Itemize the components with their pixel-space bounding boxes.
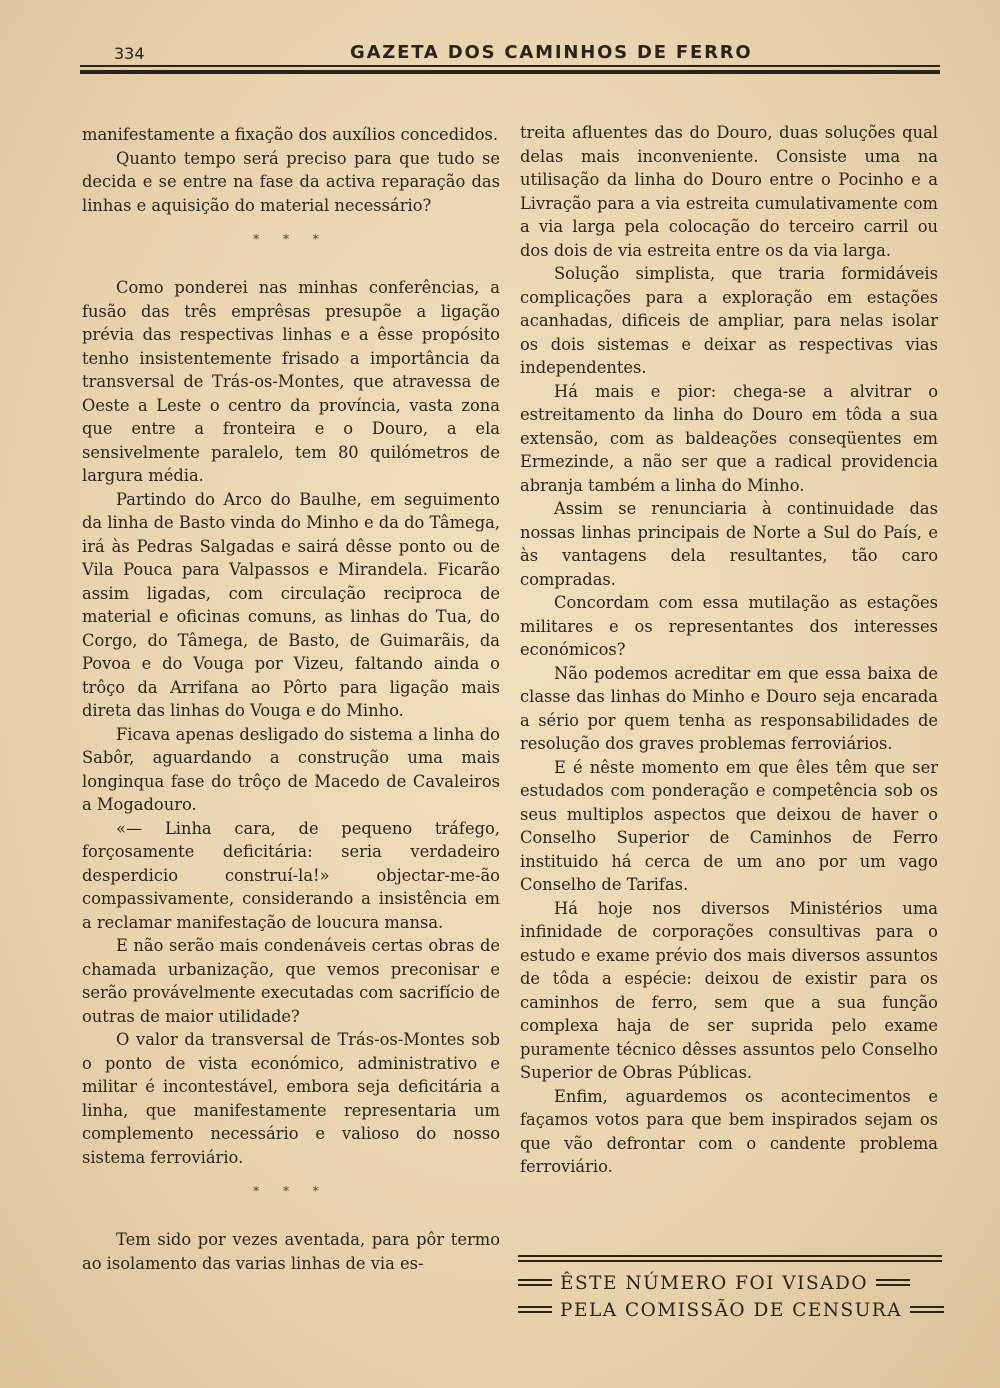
paragraph: Não podemos acreditar em que essa baixa de classe das linhas do Minho e Douro seja encarada a sério por quem tenha as responsabilidades de resolução dos graves problemas ferroviários. xyxy=(520,663,938,753)
paragraph: «— Linha cara, de pequeno tráfego, forçosamente deficitária: seria verdadeiro desperdicio construí-la!» objectar-me-ão compassivamente, considerando a insistência em a reclamar manifestação de loucura mansa. xyxy=(82,818,500,932)
paragraph: O valor da transversal de Trás-os-Montes sob o ponto de vista económico, administrativo e militar é incontestável, embora seja deficitária a linha, que manifestamente representaria um complemento necessário e valioso do nosso sistema ferroviário. xyxy=(82,1030,500,1167)
paragraph: Quanto tempo será preciso para que tudo se decida e se entre na fase da activa reparação das linhas e aquisição do material necessário? xyxy=(82,148,500,215)
paragraph: E não serão mais condenáveis certas obras de chamada urbanização, que vemos preconisar e serão provávelmente executadas com sacrifício de outras de maior utilidade? xyxy=(82,936,500,1026)
notice-line xyxy=(518,1272,942,1298)
paragraph: Tem sido por vezes aventada, para pôr termo ao isolamento das varias linhas de via es- xyxy=(82,1230,500,1273)
notice-rule xyxy=(518,1260,942,1262)
paragraph: Há hoje nos diversos Ministérios uma infinidade de corporações consultivas para o estudo e exame prévio dos mais diversos assuntos de tôda a espécie: deixou de existir para os caminhos de ferro, sem que a sua função complexa haja de ser suprida pelo exame puramente técnico dêsses assuntos pelo Conselho Superior de Obras Públicas. xyxy=(520,898,938,1082)
double-dash-ornament xyxy=(518,1278,552,1288)
notice-text: PELA COMISSÃO DE CENSURA xyxy=(560,1299,903,1321)
paragraph: Há mais e pior: chega-se a alvitrar o estreitamento da linha do Douro em tôda a sua extensão, com as baldeações conseqüentes em Ermezinde, a não ser que a radical providencia abranja também a linha do Minho. xyxy=(520,381,938,495)
notice-line xyxy=(518,1299,942,1325)
paragraph: Solução simplista, que traria formidáveis complicações para a exploração em estações acanhadas, dificeis de ampliar, para nelas isolar os dois sistemas e deixar as respectivas vias independentes. xyxy=(520,264,938,377)
double-dash-ornament xyxy=(876,1278,910,1288)
paragraph: treita afluentes das do Douro, duas soluções qual delas mais inconveniente. Consiste uma na utilisação da linha do Douro entre o Pocinho e a Livração para a via estreita cumulativamente com a via larga pela colocação do terceiro carril ou dos dois de via estreita entre os da via larga. xyxy=(520,123,938,260)
paragraph: Partindo do Arco do Baulhe, em seguimento da linha de Basto vinda do Minho e da do Tâmega, irá às Pedras Salgadas e sairá dêsse ponto ou de Vila Pouca para Valpassos e Mirandela. Ficarão assim ligadas, com circulação reciproca de material e oficinas comuns, as linhas do Tua, do Corgo, do Tâmega, de Basto, de Guimarãis, da Povoa e do Vouga por Vizeu, faltando ainda o trôço da Arrifana ao Pôrto para ligação mais direta das linhas do Vouga e do Minho. xyxy=(82,489,500,720)
censorship-notice xyxy=(518,1252,942,1332)
section-separator: * * * xyxy=(253,1184,329,1198)
paragraph: manifestamente a fixação dos auxílios concedidos. xyxy=(82,125,499,144)
double-dash-ornament xyxy=(910,1305,944,1315)
journal-title: GAZETA DOS CAMINHOS DE FERRO xyxy=(350,42,753,63)
paragraph: Ficava apenas desligado do sistema a linha do Sabôr, aguardando a construção uma mais longinqua fase do trôço de Macedo de Cavaleiros a Mogadouro. xyxy=(82,724,500,814)
paragraph: E é nêste momento em que êles têm que ser estudados com ponderação e competência sob os seus multiplos aspectos que deixou de haver o Conselho Superior de Caminhos de Ferro instituido há cerca de um ano por um vago Conselho de Tarifas. xyxy=(520,757,938,894)
paragraph: Assim se renunciaria à continuidade das nossas linhas principais de Norte a Sul do País, e às vantagens dela resultantes, tão caro compradas. xyxy=(520,499,938,589)
notice-rule xyxy=(518,1255,942,1257)
right-column xyxy=(520,121,938,1179)
page-number: 334 xyxy=(114,44,145,63)
paragraph: Como ponderei nas minhas conferências, a fusão das três emprêsas presupõe a ligação prévia das respectivas linhas e a êsse propósito tenho insistentemente frisado a importância da transversal de Trás-os-Montes, que atravessa de Oeste a Leste o centro da província, vasta zona que entre a fronteira e o Douro, a ela sensivelmente paralelo, tem 80 quilómetros de largura média. xyxy=(82,278,500,485)
header-rule-thick xyxy=(80,70,940,74)
left-column xyxy=(82,123,500,1275)
notice-text: ÊSTE NÚMERO FOI VISADO xyxy=(560,1272,868,1294)
paragraph: Enfim, aguardemos os acontecimentos e façamos votos para que bem inspirados sejam os que vão defrontar com o candente problema ferroviário. xyxy=(520,1086,938,1176)
double-dash-ornament xyxy=(518,1305,552,1315)
header-rule-thin xyxy=(80,65,940,67)
paragraph: Concordam com essa mutilação as estações militares e os representantes dos interesses económicos? xyxy=(520,593,938,659)
section-separator: * * * xyxy=(253,232,329,246)
page-header xyxy=(80,38,940,78)
